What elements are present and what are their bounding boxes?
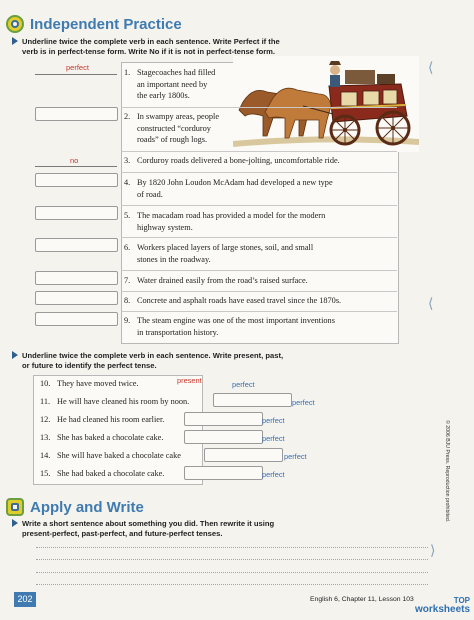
answer-10-blue: perfect [232,380,255,389]
brand-logo: TOP worksheets [415,596,471,615]
answer-12-field[interactable] [184,412,263,426]
answer-3-field[interactable] [35,166,117,167]
directions-2: Underline twice the complete verb in each sentence. Write present, past, or future to identify the perfect tense. [12,351,283,371]
writing-line-3[interactable] [36,572,428,573]
margin-binding-mark-icon: ⟨ [428,61,434,76]
answer-13-blue: perfect [262,434,285,443]
writing-line-2[interactable] [36,559,428,560]
answer-11-field[interactable] [213,393,292,407]
answer-9-field[interactable] [35,312,118,326]
copyright-notice: © 2006 BJU Press. Reproduction prohibited. [444,420,450,523]
answer-8-field[interactable] [35,291,118,305]
item-5: 5. The macadam road has provided a model for the modern highway system. [124,211,326,232]
item-1: 1. Stagecoaches had filled an important need by the early 1800s. [124,68,216,100]
answer-14-blue: perfect [284,452,307,461]
item-3: 3. Corduroy roads delivered a bone-jolting, uncomfortable ride. [124,156,340,165]
pencil-badge-icon [6,498,24,516]
directions-1: Underline twice the complete verb in each sentence. Write Perfect if the verb is in perfect-tense form. Write No if it is not in perfect-tense form. [12,37,280,57]
directions-3: Write a short sentence about something you did. Then rewrite it using present-perfect, past-perfect, and future-perfect tenses. [12,519,274,539]
page-number: 202 [14,592,36,607]
answer-1-text: perfect [66,63,89,72]
arrow-bullet-icon [12,351,18,359]
section-heading-independent-practice [6,13,182,35]
item-9: 9. The steam engine was one of the most important inventions in transportation history. [124,316,335,337]
answer-1-field[interactable] [35,74,117,75]
item-13: 13. She has baked a chocolate cake. [40,433,164,442]
answer-2-field[interactable] [35,107,118,121]
answer-13-field[interactable] [184,430,263,444]
writing-line-1[interactable] [36,547,428,548]
item-8: 8. Concrete and asphalt roads have eased travel since the 1870s. [124,296,342,305]
item-12: 12. He had cleaned his room earlier. [40,415,165,424]
answer-5-field[interactable] [35,206,118,220]
answer-10-red: present [177,376,202,385]
writing-line-4[interactable] [36,584,428,585]
answer-7-field[interactable] [35,271,118,285]
margin-binding-mark-icon: ⟩ [430,544,436,559]
item-4: 4. By 1820 John Loudon McAdam had developed a new type of road. [124,178,333,199]
section-title: Independent Practice [30,15,182,33]
answer-4-field[interactable] [35,173,118,187]
answer-12-blue: perfect [262,416,285,425]
stagecoach-illustration [233,56,419,152]
margin-binding-mark-icon: ⟨ [428,297,434,312]
section-title-apply: Apply and Write [30,498,144,516]
answer-6-field[interactable] [35,238,118,252]
section-badge-icon [6,15,24,33]
section-heading-apply-and-write [6,496,144,518]
item-7: 7. Water drained easily from the road’s raised surface. [124,276,308,285]
item-10: 10. They have moved twice. [40,379,139,388]
lesson-footer: English 6, Chapter 11, Lesson 103 [310,596,414,603]
item-15: 15. She had baked a chocolate cake. [40,469,165,478]
answer-11-blue: perfect [292,398,315,407]
item-14: 14. She will have baked a chocolate cake [40,451,181,460]
answer-14-field[interactable] [204,448,283,462]
item-6: 6. Workers placed layers of large stones, soil, and small stones in the roadway. [124,243,314,264]
arrow-bullet-icon [12,37,18,45]
answer-3-text: no [70,156,79,165]
answer-15-field[interactable] [184,466,263,480]
item-11: 11. He will have cleaned his room by noon. [40,397,190,406]
item-2: 2. In swampy areas, people constructed “corduroy roads” of rough logs. [124,112,220,144]
arrow-bullet-icon [12,519,18,527]
answer-15-blue: perfect [262,470,285,479]
